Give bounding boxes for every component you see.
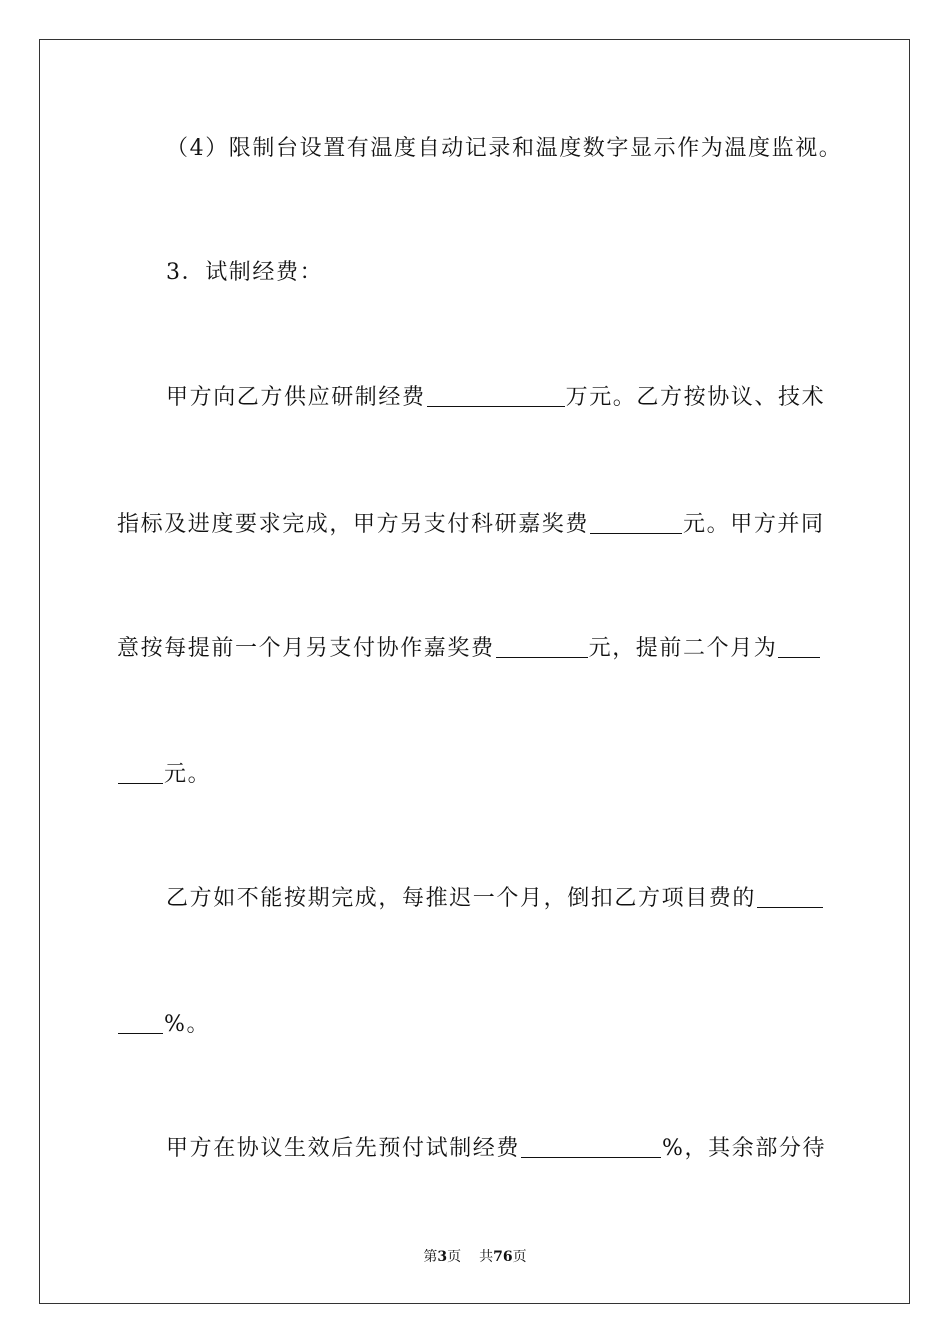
fill-in-blank xyxy=(118,1013,163,1034)
section-heading-trial-funding xyxy=(166,258,323,288)
fill-in-blank xyxy=(496,637,588,658)
text-segment: 指标及进度要求完成，甲方另支付科研嘉奖费 xyxy=(117,512,590,537)
page-footer xyxy=(0,1246,950,1266)
page-number: 3 xyxy=(437,1249,448,1265)
fill-in-blank xyxy=(118,763,163,784)
footer-text: 页 xyxy=(512,1249,527,1265)
paragraph-line xyxy=(117,634,821,664)
fill-in-blank xyxy=(521,1137,661,1158)
paragraph-item-4 xyxy=(166,134,842,164)
paragraph-line xyxy=(117,510,825,540)
paragraph-line xyxy=(166,884,824,914)
footer-text: 共 xyxy=(479,1249,494,1265)
footer-text: 第 xyxy=(423,1249,438,1265)
paragraph-line xyxy=(117,760,211,790)
page-frame xyxy=(39,39,910,1304)
total-pages: 76 xyxy=(493,1249,513,1265)
paragraph-line xyxy=(166,383,825,413)
text-segment: 元，提前二个月为 xyxy=(588,636,778,661)
text-segment: %。 xyxy=(164,1012,211,1037)
text-segment: 元。甲方并同 xyxy=(683,512,825,537)
text-segment: 甲方在协议生效后先预付试制经费 xyxy=(166,1136,521,1161)
fill-in-blank xyxy=(778,637,820,658)
text-segment: 意按每提前一个月另支付协作嘉奖费 xyxy=(117,636,495,661)
text-segment: 元。 xyxy=(164,762,212,787)
text-segment: 乙方如不能按期完成，每推迟一个月，倒扣乙方项目费的 xyxy=(166,886,757,911)
text-segment: 万元。乙方按协议、技术 xyxy=(565,385,826,410)
paragraph-line xyxy=(117,1010,210,1040)
fill-in-blank xyxy=(427,386,565,407)
footer-text: 页 xyxy=(447,1249,462,1265)
section-heading-text: 3．试制经费： xyxy=(166,260,324,285)
text-segment: 甲方向乙方供应研制经费 xyxy=(166,385,426,410)
fill-in-blank xyxy=(590,513,682,534)
fill-in-blank xyxy=(757,887,823,908)
paragraph-line xyxy=(166,1134,826,1164)
paragraph-text: （4）限制台设置有温度自动记录和温度数字显示作为温度监视。 xyxy=(166,136,843,161)
text-segment: %，其余部分待 xyxy=(662,1136,827,1161)
